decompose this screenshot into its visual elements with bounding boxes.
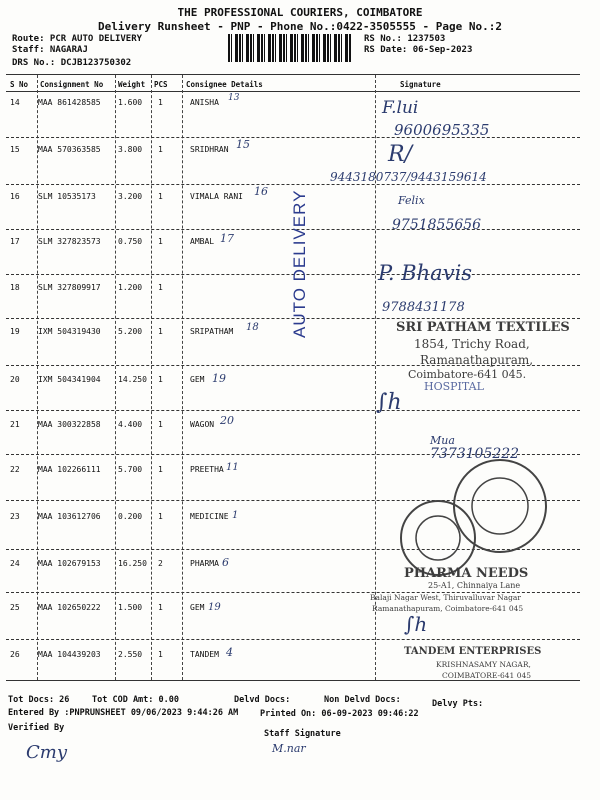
signature-mark: ∫h bbox=[404, 612, 428, 636]
row-handnote: 20 bbox=[220, 414, 234, 427]
row-handnote: 6 bbox=[222, 556, 229, 569]
signature-phone: 7373105222 bbox=[430, 446, 520, 462]
column-divider bbox=[182, 75, 183, 680]
staff-signature-label: Staff Signature bbox=[264, 729, 341, 739]
staff-signature: M.nar bbox=[272, 742, 306, 755]
row-handnote: 11 bbox=[226, 462, 239, 473]
row-weight: 1.600 bbox=[118, 98, 143, 107]
rs-number: RS No.: 1237503 bbox=[364, 34, 446, 44]
col-pcs: PCS bbox=[154, 80, 168, 89]
row-sno: 15 bbox=[10, 145, 20, 154]
pharma-stamp-line: PHARMA NEEDS bbox=[404, 566, 529, 581]
row-consignee: SRIPATHAM bbox=[190, 327, 234, 336]
rs-date: RS Date: 06-Sep-2023 bbox=[364, 45, 473, 55]
table-header-rule bbox=[6, 91, 580, 92]
row-consignment: SLM 10535173 bbox=[38, 192, 96, 201]
delivered-docs: Delvd Docs: bbox=[234, 695, 291, 705]
sripatham-stamp-line: Coimbatore-641 045. bbox=[408, 368, 527, 381]
signature-phone: 9600695335 bbox=[394, 121, 490, 139]
col-consignee: Consignee Details bbox=[186, 80, 263, 89]
row-pcs: 1 bbox=[158, 420, 163, 429]
column-divider bbox=[115, 75, 116, 680]
row-pcs: 2 bbox=[158, 559, 163, 568]
row-sno: 23 bbox=[10, 512, 20, 521]
signature-phone: 9443180737/9443159614 bbox=[330, 170, 487, 184]
row-handnote: 19 bbox=[212, 372, 226, 385]
row-sno: 22 bbox=[10, 465, 20, 474]
row-handnote: 17 bbox=[220, 232, 234, 245]
row-consignee: AMBAL bbox=[190, 237, 215, 246]
row-sno: 18 bbox=[10, 283, 20, 292]
signature-phone: 9788431178 bbox=[382, 300, 465, 315]
signature-mark: ∫h bbox=[376, 390, 402, 415]
row-handnote: 1 bbox=[232, 510, 239, 521]
row-consignment: IXM 504319430 bbox=[38, 327, 101, 336]
row-handnote: 19 bbox=[208, 602, 221, 613]
row-weight: 1.500 bbox=[118, 603, 143, 612]
table-top-rule bbox=[6, 74, 580, 75]
drs-number: DRS No.: DCJB123750302 bbox=[12, 58, 132, 68]
row-weight: 14.250 bbox=[118, 375, 147, 384]
sripatham-stamp-line: 1854, Trichy Road, bbox=[414, 337, 530, 351]
row-pcs: 1 bbox=[158, 650, 163, 659]
column-divider bbox=[151, 75, 152, 680]
row-separator bbox=[6, 639, 580, 640]
signature-mark: R/‎ bbox=[388, 142, 412, 167]
sripatham-stamp-line: Ramanathapuram, bbox=[420, 353, 534, 367]
total-docs: Tot Docs: 26 bbox=[8, 695, 70, 705]
row-consignment: MAA 102679153 bbox=[38, 559, 101, 568]
row-pcs: 1 bbox=[158, 327, 163, 336]
tandem-stamp-line: KRISHNASAMY NAGAR, bbox=[436, 660, 531, 669]
tandem-stamp-line: COIMBATORE-641 045 bbox=[442, 671, 532, 680]
row-sno: 25 bbox=[10, 603, 20, 612]
row-consignment: MAA 300322858 bbox=[38, 420, 101, 429]
company-title: THE PROFESSIONAL COURIERS, COIMBATORE bbox=[177, 6, 423, 19]
row-consignment: MAA 861428585 bbox=[38, 98, 101, 107]
col-weight: Weight bbox=[118, 80, 146, 89]
row-consignee: SRIDHRAN bbox=[190, 145, 229, 154]
row-separator bbox=[6, 410, 580, 411]
row-consignment: MAA 570363585 bbox=[38, 145, 101, 154]
row-pcs: 1 bbox=[158, 145, 163, 154]
row-weight: 3.200 bbox=[118, 192, 143, 201]
row-consignee: VIMALA RANI bbox=[190, 192, 243, 201]
route-label: Route: PCR AUTO DELIVERY bbox=[12, 34, 143, 44]
col-sno: S No bbox=[10, 80, 29, 89]
row-weight: 16.250 bbox=[118, 559, 147, 568]
row-weight: 5.200 bbox=[118, 327, 143, 336]
row-consignment: MAA 102266111 bbox=[38, 465, 101, 474]
row-consignee: GEM bbox=[190, 375, 205, 384]
row-sno: 14 bbox=[10, 98, 20, 107]
row-handnote: 4 bbox=[226, 646, 233, 659]
row-handnote: 16 bbox=[254, 185, 268, 198]
row-weight: 3.800 bbox=[118, 145, 143, 154]
row-pcs: 1 bbox=[158, 283, 163, 292]
row-weight: 4.400 bbox=[118, 420, 143, 429]
row-sno: 21 bbox=[10, 420, 20, 429]
row-handnote: 13 bbox=[228, 93, 240, 103]
row-consignee: GEM bbox=[190, 603, 205, 612]
row-consignee: WAGON bbox=[190, 420, 215, 429]
row-consignment: MAA 104439203 bbox=[38, 650, 101, 659]
row-consignee: PREETHA bbox=[190, 465, 224, 474]
row-sno: 26 bbox=[10, 650, 20, 659]
row-consignee: PHARMA bbox=[190, 559, 219, 568]
printed-on: Printed On: 06-09-2023 09:46:22 bbox=[260, 709, 419, 719]
row-consignment: SLM 327823573 bbox=[38, 237, 101, 246]
row-separator bbox=[6, 184, 580, 185]
signature-mark: F.lui bbox=[382, 98, 419, 118]
signature-name: Felix bbox=[398, 194, 425, 207]
barcode-icon bbox=[228, 34, 352, 62]
row-sno: 19 bbox=[10, 327, 20, 336]
verified-signature: Cmy bbox=[26, 742, 68, 763]
total-cod-amount: Tot COD Amt: 0.00 bbox=[92, 695, 179, 705]
column-divider bbox=[375, 75, 376, 680]
row-weight: 0.200 bbox=[118, 512, 143, 521]
row-pcs: 1 bbox=[158, 375, 163, 384]
row-pcs: 1 bbox=[158, 98, 163, 107]
col-signature: Signature bbox=[400, 80, 441, 89]
row-handnote: 18 bbox=[246, 322, 259, 333]
pharma-stamp-line: Balaji Nagar West, Thiruvalluvar Nagar bbox=[370, 593, 521, 602]
row-pcs: 1 bbox=[158, 237, 163, 246]
row-pcs: 1 bbox=[158, 465, 163, 474]
row-weight: 5.700 bbox=[118, 465, 143, 474]
row-weight: 1.200 bbox=[118, 283, 143, 292]
row-consignee: MEDICINE bbox=[190, 512, 229, 521]
auto-delivery-stamp: AUTO DELIVERY bbox=[290, 189, 309, 338]
row-sno: 24 bbox=[10, 559, 20, 568]
row-pcs: 1 bbox=[158, 512, 163, 521]
pharma-stamp-line: 25-A1, Chinnaiya Lane bbox=[428, 581, 521, 590]
row-consignee: TANDEM bbox=[190, 650, 219, 659]
col-consignment: Consignment No bbox=[40, 80, 104, 89]
signature-phone: 9751855656 bbox=[392, 217, 482, 233]
sripatham-stamp-line: SRI PATHAM TEXTILES bbox=[396, 320, 570, 335]
signature-mark: Mua bbox=[430, 434, 455, 447]
row-consignment: SLM 327809917 bbox=[38, 283, 101, 292]
row-handnote: 15 bbox=[236, 138, 250, 151]
hospital-stamp: HOSPITAL bbox=[424, 380, 484, 393]
row-pcs: 1 bbox=[158, 192, 163, 201]
row-weight: 2.550 bbox=[118, 650, 143, 659]
row-consignment: IXM 504341904 bbox=[38, 375, 101, 384]
verified-by-label: Verified By bbox=[8, 723, 65, 733]
row-sno: 17 bbox=[10, 237, 20, 246]
tandem-stamp-line: TANDEM ENTERPRISES bbox=[404, 646, 542, 657]
staff-label: Staff: NAGARAJ bbox=[12, 45, 88, 55]
signature-mark: P. Bhavis bbox=[378, 261, 473, 285]
delivery-points: Delvy Pts: bbox=[432, 699, 484, 709]
entered-by: Entered By :PNPRUNSHEET 09/06/2023 9:44:26 AM bbox=[8, 708, 239, 718]
row-weight: 0.750 bbox=[118, 237, 143, 246]
row-sno: 16 bbox=[10, 192, 20, 201]
non-delivered-docs: Non Delvd Docs: bbox=[324, 695, 401, 705]
row-sno: 20 bbox=[10, 375, 20, 384]
pharma-stamp-line: Ramanathapuram, Coimbatore-641 045 bbox=[372, 604, 524, 613]
table-bottom-rule bbox=[6, 680, 580, 681]
row-pcs: 1 bbox=[158, 603, 163, 612]
row-consignment: MAA 103612706 bbox=[38, 512, 101, 521]
row-separator bbox=[6, 137, 580, 138]
row-consignee: ANISHA bbox=[190, 98, 219, 107]
row-consignment: MAA 102650222 bbox=[38, 603, 101, 612]
runsheet-subtitle: Delivery Runsheet - PNP - Phone No.:0422-3505555 - Page No.:2 bbox=[98, 20, 502, 33]
